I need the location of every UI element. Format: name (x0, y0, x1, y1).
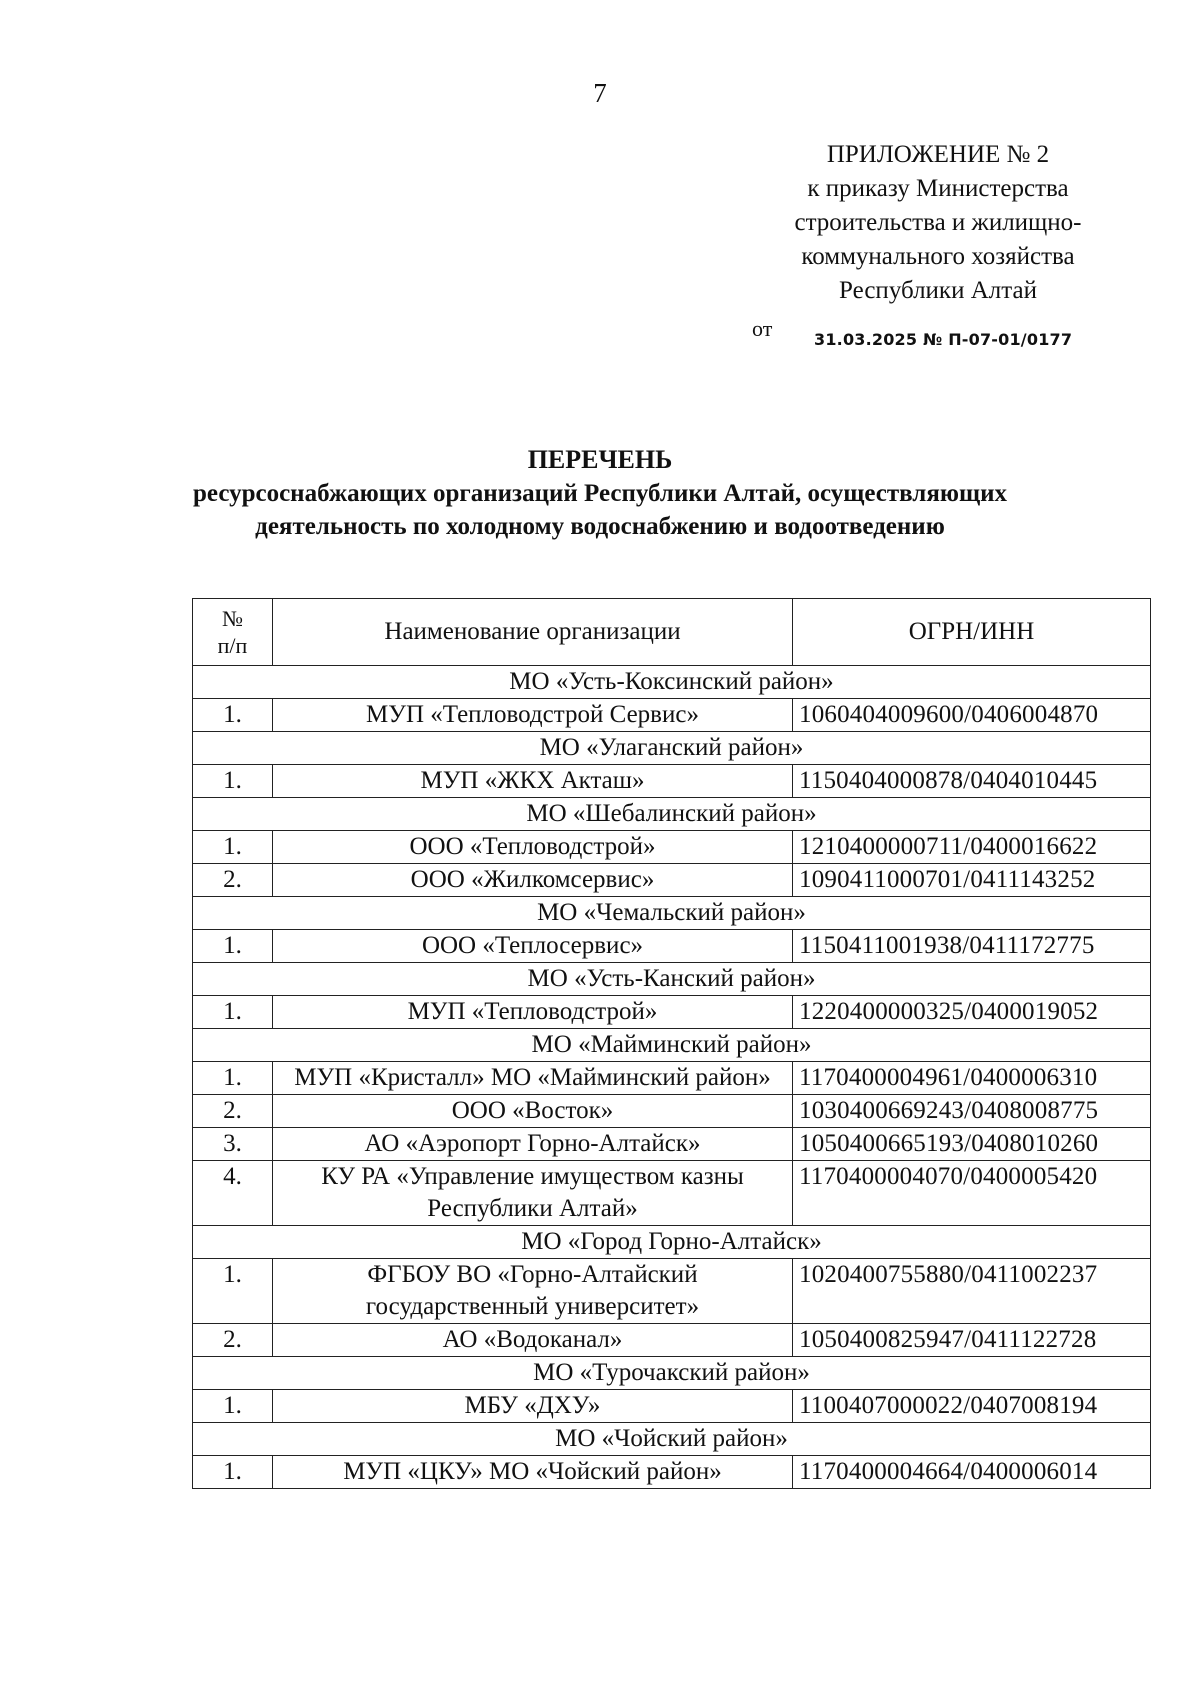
ogrn-inn-code: 1220400000325/0400019052 (793, 996, 1151, 1029)
order-reference (752, 316, 1132, 356)
appendix-line: к приказу Министерства (807, 175, 1069, 202)
table-row (193, 930, 1151, 963)
organization-name: МБУ «ДХУ» (273, 1390, 793, 1423)
table-row (193, 699, 1151, 732)
order-date-number: 31.03.2025 № П-07-01/0177 (814, 330, 1073, 349)
region-name: МО «Усть-Коксинский район» (193, 666, 1151, 699)
region-name: МО «Улаганский район» (193, 732, 1151, 765)
appendix-line: строительства и жилищно- (794, 209, 1082, 236)
organization-name: МУП «Кристалл» МО «Майминский район» (273, 1062, 793, 1095)
organization-name: КУ РА «Управление имуществом казны Республики Алтай» (273, 1161, 793, 1226)
table-row (193, 1259, 1151, 1324)
table-row (193, 765, 1151, 798)
title-subtitle-line: ресурсоснабжающих организаций Республики Алтай, осуществляющих (193, 480, 1007, 507)
organization-name: АО «Аэропорт Горно-Алтайск» (273, 1128, 793, 1161)
organization-name: ФГБОУ ВО «Горно-Алтайский государственный университет» (273, 1259, 793, 1324)
appendix-line: Республики Алтай (839, 277, 1037, 304)
organization-name: ООО «Тепловодстрой» (273, 831, 793, 864)
region-row (193, 666, 1151, 699)
table-row (193, 1161, 1151, 1226)
table-row (193, 996, 1151, 1029)
order-date-prefix: от (752, 316, 773, 341)
region-row (193, 1423, 1151, 1456)
row-number: 1. (193, 699, 273, 732)
ogrn-inn-code: 1100407000022/0407008194 (793, 1390, 1151, 1423)
organizations-table (192, 598, 1151, 1489)
header-code: ОГРН/ИНН (793, 599, 1151, 666)
row-number: 1. (193, 1456, 273, 1489)
region-name: МО «Город Горно-Алтайск» (193, 1226, 1151, 1259)
row-number: 1. (193, 996, 273, 1029)
row-number: 1. (193, 1062, 273, 1095)
row-number: 4. (193, 1161, 273, 1226)
row-number: 1. (193, 831, 273, 864)
table-row (193, 864, 1151, 897)
header-name: Наименование организации (273, 599, 793, 666)
organization-name: МУП «ЦКУ» МО «Чойский район» (273, 1456, 793, 1489)
row-number: 1. (193, 1390, 273, 1423)
region-name: МО «Усть-Канский район» (193, 963, 1151, 996)
region-name: МО «Турочакский район» (193, 1357, 1151, 1390)
table-row (193, 1062, 1151, 1095)
table-row (193, 1128, 1151, 1161)
appendix-header (748, 138, 1128, 308)
region-name: МО «Майминский район» (193, 1029, 1151, 1062)
header-number-abbr: п/п (217, 633, 248, 658)
table-row (193, 1456, 1151, 1489)
title-subtitle-line: деятельность по холодному водоснабжению и водоотведению (255, 513, 945, 540)
table-body (193, 666, 1151, 1489)
table-row (193, 1324, 1151, 1357)
ogrn-inn-code: 1030400669243/0408008775 (793, 1095, 1151, 1128)
region-row (193, 1029, 1151, 1062)
region-row (193, 963, 1151, 996)
row-number: 2. (193, 864, 273, 897)
region-row (193, 732, 1151, 765)
organization-name: МУП «Тепловодстрой Сервис» (273, 699, 793, 732)
table-header-row (193, 599, 1151, 666)
region-row (193, 798, 1151, 831)
region-name: МО «Чемальский район» (193, 897, 1151, 930)
page-number: 7 (593, 78, 607, 108)
organization-name: МУП «Тепловодстрой» (273, 996, 793, 1029)
ogrn-inn-code: 1150404000878/0404010445 (793, 765, 1151, 798)
organization-name: ООО «Восток» (273, 1095, 793, 1128)
organization-name: ООО «Жилкомсервис» (273, 864, 793, 897)
table-row (193, 1390, 1151, 1423)
row-number: 2. (193, 1095, 273, 1128)
ogrn-inn-code: 1170400004070/0400005420 (793, 1161, 1151, 1226)
ogrn-inn-code: 1170400004664/0400006014 (793, 1456, 1151, 1489)
row-number: 1. (193, 1259, 273, 1324)
row-number: 2. (193, 1324, 273, 1357)
header-number (193, 599, 273, 666)
ogrn-inn-code: 1060404009600/0406004870 (793, 699, 1151, 732)
ogrn-inn-code: 1170400004961/0400006310 (793, 1062, 1151, 1095)
organization-name: АО «Водоканал» (273, 1324, 793, 1357)
ogrn-inn-code: 1020400755880/0411002237 (793, 1259, 1151, 1324)
ogrn-inn-code: 1210400000711/0400016622 (793, 831, 1151, 864)
appendix-line: коммунального хозяйства (801, 243, 1075, 270)
region-row (193, 1357, 1151, 1390)
region-row (193, 1226, 1151, 1259)
ogrn-inn-code: 1050400825947/0411122728 (793, 1324, 1151, 1357)
region-name: МО «Чойский район» (193, 1423, 1151, 1456)
organization-name: ООО «Теплосервис» (273, 930, 793, 963)
header-number-sign: № (222, 606, 243, 631)
row-number: 3. (193, 1128, 273, 1161)
table-row (193, 1095, 1151, 1128)
row-number: 1. (193, 930, 273, 963)
region-name: МО «Шебалинский район» (193, 798, 1151, 831)
row-number: 1. (193, 765, 273, 798)
document-title (0, 443, 1200, 543)
title-main: ПЕРЕЧЕНЬ (527, 445, 673, 474)
table-row (193, 831, 1151, 864)
appendix-line: ПРИЛОЖЕНИЕ № 2 (826, 141, 1050, 168)
ogrn-inn-code: 1150411001938/0411172775 (793, 930, 1151, 963)
ogrn-inn-code: 1090411000701/0411143252 (793, 864, 1151, 897)
region-row (193, 897, 1151, 930)
ogrn-inn-code: 1050400665193/0408010260 (793, 1128, 1151, 1161)
organization-name: МУП «ЖКХ Акташ» (273, 765, 793, 798)
